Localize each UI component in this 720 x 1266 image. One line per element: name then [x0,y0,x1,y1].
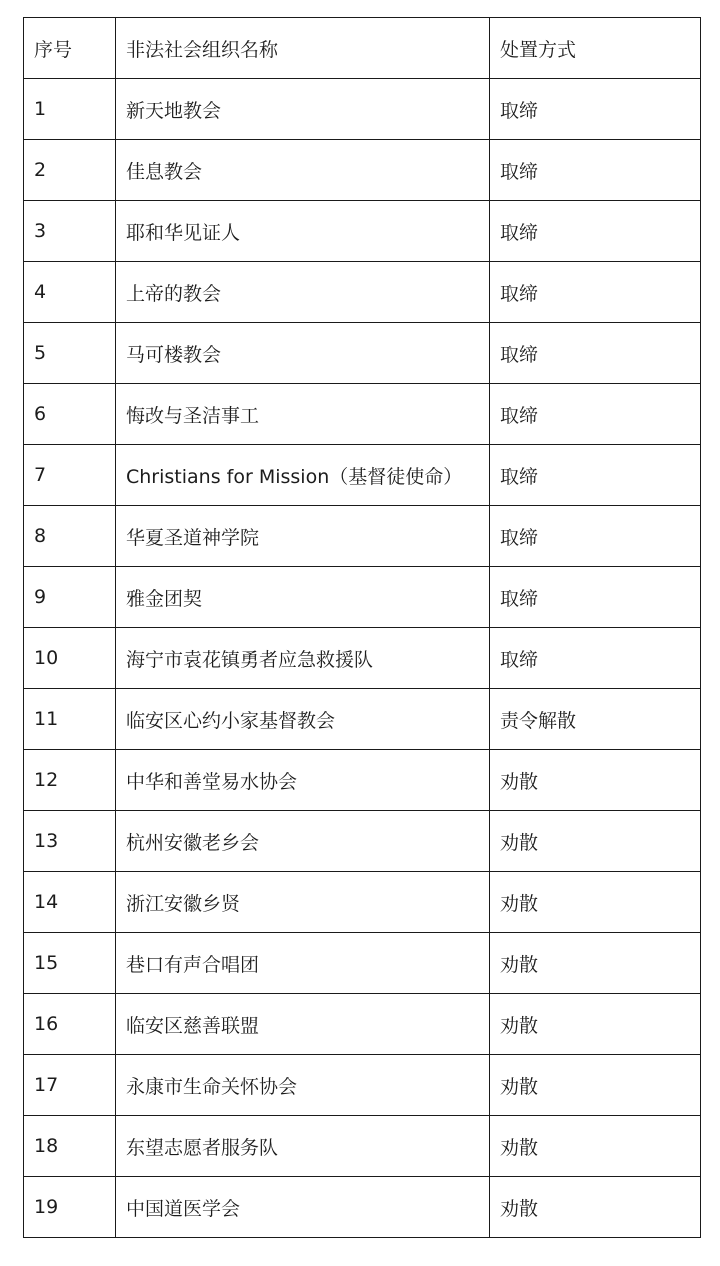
header-disposal: 处置方式 [490,18,701,79]
table-row [24,262,701,323]
row-index: 2 [24,140,116,201]
row-index: 16 [24,994,116,1055]
row-org-name: 临安区心约小家基督教会 [116,689,490,750]
row-index: 4 [24,262,116,323]
row-index: 18 [24,1116,116,1177]
table-row [24,628,701,689]
header-org-name: 非法社会组织名称 [116,18,490,79]
table-row [24,1055,701,1116]
row-disposal: 劝散 [490,1055,701,1116]
row-org-name: 杭州安徽老乡会 [116,811,490,872]
table-row [24,689,701,750]
row-disposal: 取缔 [490,506,701,567]
table-row [24,1177,701,1238]
row-index: 1 [24,79,116,140]
row-org-name: 海宁市袁花镇勇者应急救援队 [116,628,490,689]
row-disposal: 劝散 [490,811,701,872]
row-index: 15 [24,933,116,994]
row-index: 6 [24,384,116,445]
row-index: 11 [24,689,116,750]
row-org-name: 悔改与圣洁事工 [116,384,490,445]
row-org-name: 耶和华见证人 [116,201,490,262]
row-disposal: 责令解散 [490,689,701,750]
row-org-name: 巷口有声合唱团 [116,933,490,994]
row-index: 10 [24,628,116,689]
row-disposal: 取缔 [490,384,701,445]
row-disposal: 取缔 [490,140,701,201]
row-index: 3 [24,201,116,262]
row-index: 14 [24,872,116,933]
row-disposal: 取缔 [490,262,701,323]
row-disposal: 劝散 [490,933,701,994]
row-disposal: 取缔 [490,445,701,506]
table-row [24,567,701,628]
row-index: 13 [24,811,116,872]
row-org-name: 临安区慈善联盟 [116,994,490,1055]
row-disposal: 劝散 [490,994,701,1055]
row-org-name: 佳息教会 [116,140,490,201]
row-org-name: 东望志愿者服务队 [116,1116,490,1177]
table-row [24,445,701,506]
row-org-name: 雅金团契 [116,567,490,628]
row-disposal: 劝散 [490,750,701,811]
row-org-name: 马可楼教会 [116,323,490,384]
row-org-name: Christians for Mission（基督徒使命） [116,445,490,506]
table-row [24,384,701,445]
table-row [24,933,701,994]
table-row [24,750,701,811]
row-index: 8 [24,506,116,567]
table-row [24,323,701,384]
table-row [24,994,701,1055]
row-org-name: 上帝的教会 [116,262,490,323]
table-row [24,872,701,933]
row-disposal: 劝散 [490,1177,701,1238]
table-row [24,201,701,262]
row-org-name: 华夏圣道神学院 [116,506,490,567]
row-disposal: 劝散 [490,1116,701,1177]
row-index: 7 [24,445,116,506]
row-disposal: 取缔 [490,628,701,689]
row-index: 19 [24,1177,116,1238]
row-index: 17 [24,1055,116,1116]
row-org-name: 中华和善堂易水协会 [116,750,490,811]
header-row [24,18,701,79]
table-row [24,811,701,872]
row-index: 9 [24,567,116,628]
row-index: 12 [24,750,116,811]
row-disposal: 劝散 [490,872,701,933]
row-org-name: 浙江安徽乡贤 [116,872,490,933]
row-org-name: 永康市生命关怀协会 [116,1055,490,1116]
row-org-name: 新天地教会 [116,79,490,140]
row-disposal: 取缔 [490,323,701,384]
row-disposal: 取缔 [490,79,701,140]
organizations-table [23,17,701,1238]
table-row [24,140,701,201]
row-index: 5 [24,323,116,384]
header-index: 序号 [24,18,116,79]
row-disposal: 取缔 [490,201,701,262]
row-disposal: 取缔 [490,567,701,628]
row-org-name: 中国道医学会 [116,1177,490,1238]
table-row [24,506,701,567]
table-row [24,79,701,140]
table-row [24,1116,701,1177]
